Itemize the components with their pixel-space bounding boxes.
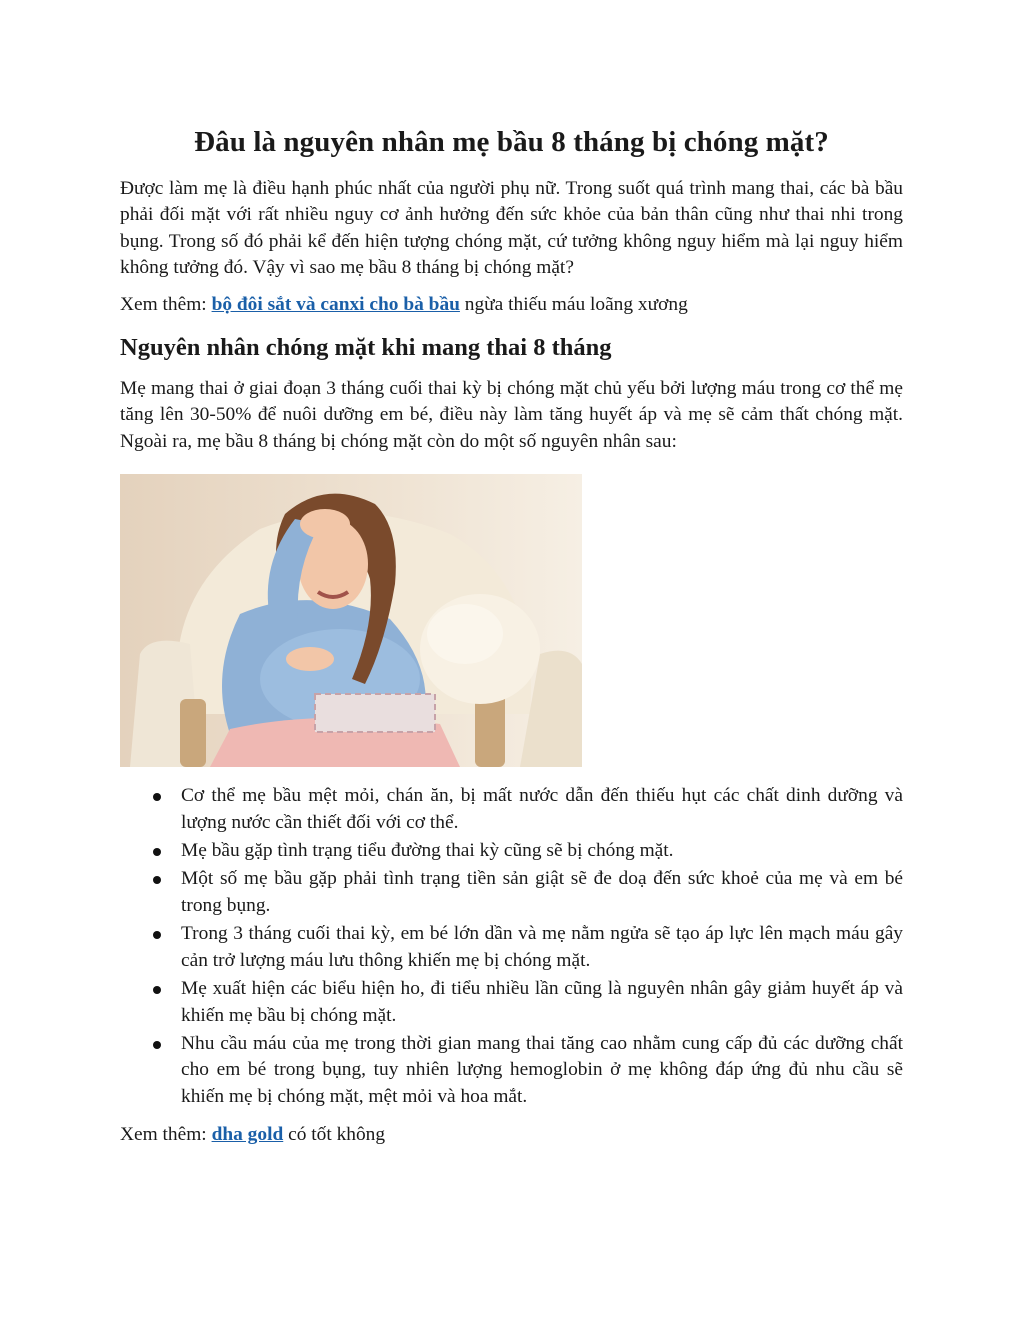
list-item xyxy=(120,783,903,836)
list-item xyxy=(120,921,903,974)
article xyxy=(120,122,903,1149)
list-item xyxy=(120,1031,903,1110)
intro-paragraph: Được làm mẹ là điều hạnh phúc nhất của người phụ nữ. Trong suốt quá trình mang thai, các bà bầu phải đối mặt với rất nhiều nguy cơ ảnh hưởng đến sức khỏe của bản thân cũng như thai nhi trong bụng. Trong số đó phải kể đến hiện tượng chóng mặt, cứ tưởng không nguy hiểm mà lại nguy hiểm không tưởng đó. Vậy vì sao mẹ bầu 8 tháng bị chóng mặt? xyxy=(120,178,903,279)
iron-calcium-link[interactable]: bộ đôi sắt và canxi cho bà bầu xyxy=(211,293,460,315)
pregnant-woman-photo xyxy=(120,474,582,767)
bullet-dot-icon xyxy=(153,848,161,856)
list-item-text: Trong 3 tháng cuối thai kỳ, em bé lớn dần và mẹ nằm ngửa sẽ tạo áp lực lên mạch máu gây cản trở lượng máu lưu thông khiến mẹ bị chóng mặt. xyxy=(181,923,903,971)
bullet-dot-icon xyxy=(153,793,161,801)
article-title: Đâu là nguyên nhân mẹ bầu 8 tháng bị chóng mặt? xyxy=(194,126,829,158)
bullet-dot-icon xyxy=(153,876,161,884)
section-paragraph: Mẹ mang thai ở giai đoạn 3 tháng cuối thai kỳ bị chóng mặt chủ yếu bởi lượng máu trong cơ thể mẹ tăng lên 30-50% để nuôi dưỡng em bé, điều này làm tăng huyết áp và mẹ sẽ cảm thất chóng mặt. Ngoài ra, mẹ bầu 8 tháng bị chóng mặt còn do một số nguyên nhân sau: xyxy=(120,378,903,452)
list-item-text: Cơ thể mẹ bầu mệt mỏi, chán ăn, bị mất nước dẫn đến thiếu hụt các chất dinh dưỡng và lượng nước cần thiết đối với cơ thể. xyxy=(181,785,903,833)
see-more-prefix: Xem thêm: xyxy=(120,1124,212,1146)
bullet-dot-icon xyxy=(153,931,161,939)
dha-gold-link[interactable]: dha gold xyxy=(211,1124,284,1146)
list-item-text: Mẹ bầu gặp tình trạng tiểu đường thai kỳ cũng sẽ bị chóng mặt. xyxy=(181,840,674,862)
list-item-text: Một số mẹ bầu gặp phải tình trạng tiền sản giật sẽ đe doạ đến sức khoẻ của mẹ và em bé trong bụng. xyxy=(181,868,903,916)
list-item xyxy=(120,866,903,919)
bullet-dot-icon xyxy=(153,986,161,994)
list-item-text: Nhu cầu máu của mẹ trong thời gian mang thai tăng cao nhằm cung cấp đủ các dưỡng chất cho em bé trong bụng, tuy nhiên lượng hemoglobin ở mẹ không đáp ứng đủ nhu cầu sẽ khiến mẹ bị chóng mặt, mệt mỏi và hoa mắt. xyxy=(181,1032,903,1107)
list-item xyxy=(120,976,903,1029)
see-more-prefix: Xem thêm: xyxy=(120,293,212,315)
see-more-line-2 xyxy=(120,1122,903,1148)
list-item-text: Mẹ xuất hiện các biểu hiện ho, đi tiểu nhiều lần cũng là nguyên nhân gây giảm huyết áp và khiến mẹ bầu bị chóng mặt. xyxy=(181,978,903,1026)
see-more-line-1 xyxy=(120,292,903,318)
list-item xyxy=(120,838,903,864)
bullet-dot-icon xyxy=(153,1041,161,1049)
cause-list xyxy=(120,783,903,1110)
section-heading: Nguyên nhân chóng mặt khi mang thai 8 tháng xyxy=(120,334,612,362)
see-more-suffix: có tốt không xyxy=(283,1124,386,1146)
see-more-suffix: ngừa thiếu máu loãng xương xyxy=(459,293,688,315)
